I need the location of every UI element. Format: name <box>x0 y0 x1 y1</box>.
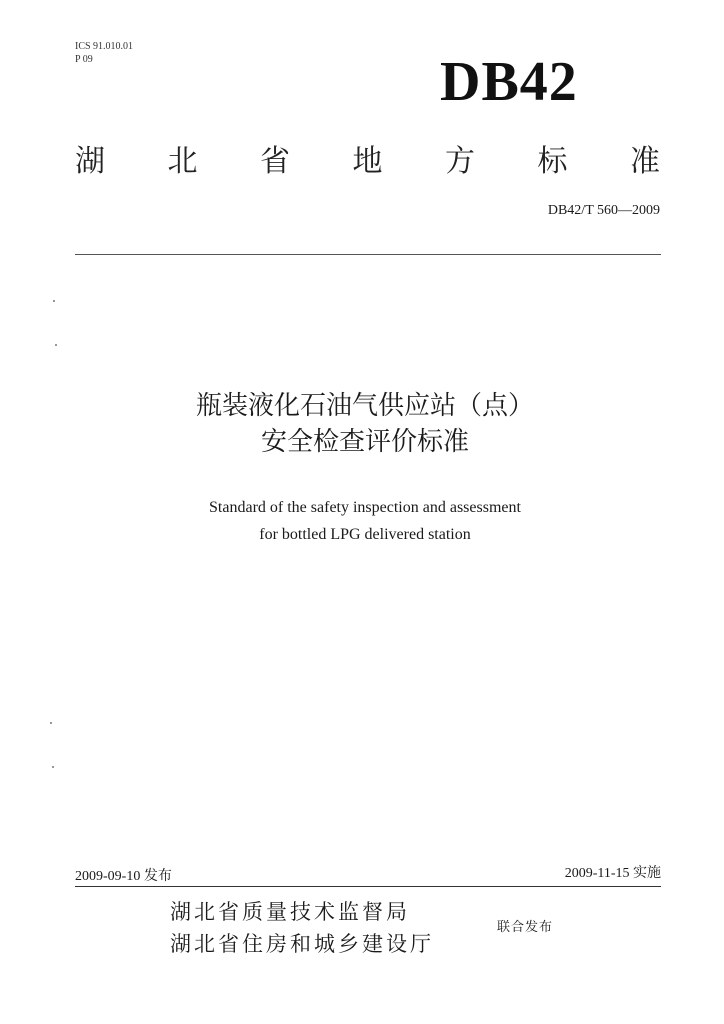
heading-char: 方 <box>445 144 475 179</box>
english-title <box>100 494 630 548</box>
heading-char: 省 <box>260 144 290 179</box>
scan-speck <box>50 722 52 724</box>
chinese-title <box>100 388 630 460</box>
heading-char: 标 <box>537 144 568 179</box>
scan-speck <box>53 300 55 302</box>
chinese-title-line2: 安全检查评价标准 <box>260 427 469 457</box>
issue-date: 2009-09-10 发布 <box>75 869 172 884</box>
standard-type-heading <box>75 136 660 180</box>
heading-char: 北 <box>167 144 198 179</box>
heading-char: 准 <box>630 144 660 179</box>
scan-speck <box>55 344 57 346</box>
issuer-2: 湖北省住房和城乡建设厅 <box>170 932 434 956</box>
bottom-divider <box>75 886 661 887</box>
scan-speck <box>52 766 54 768</box>
implementation-date: 2009-11-15 实施 <box>564 866 661 881</box>
ics-code: ICS 91.010.01 <box>75 41 134 52</box>
heading-char: 地 <box>352 144 383 179</box>
english-title-line1: Standard of the safety inspection and assessment <box>209 499 521 516</box>
category-code: P 09 <box>75 54 93 65</box>
joint-release-label: 联合发布 <box>497 920 554 935</box>
issuing-authorities <box>170 896 434 960</box>
db-logo: DB42 <box>440 51 578 113</box>
heading-char: 湖 <box>75 144 105 179</box>
standard-number: DB42/T 560—2009 <box>547 203 660 218</box>
issuer-1: 湖北省质量技术监督局 <box>170 900 410 924</box>
english-title-line2: for bottled LPG delivered station <box>259 526 471 543</box>
top-divider <box>75 254 661 255</box>
chinese-title-line1: 瓶装液化石油气供应站（点） <box>195 391 534 421</box>
ics-code-block <box>75 40 133 66</box>
